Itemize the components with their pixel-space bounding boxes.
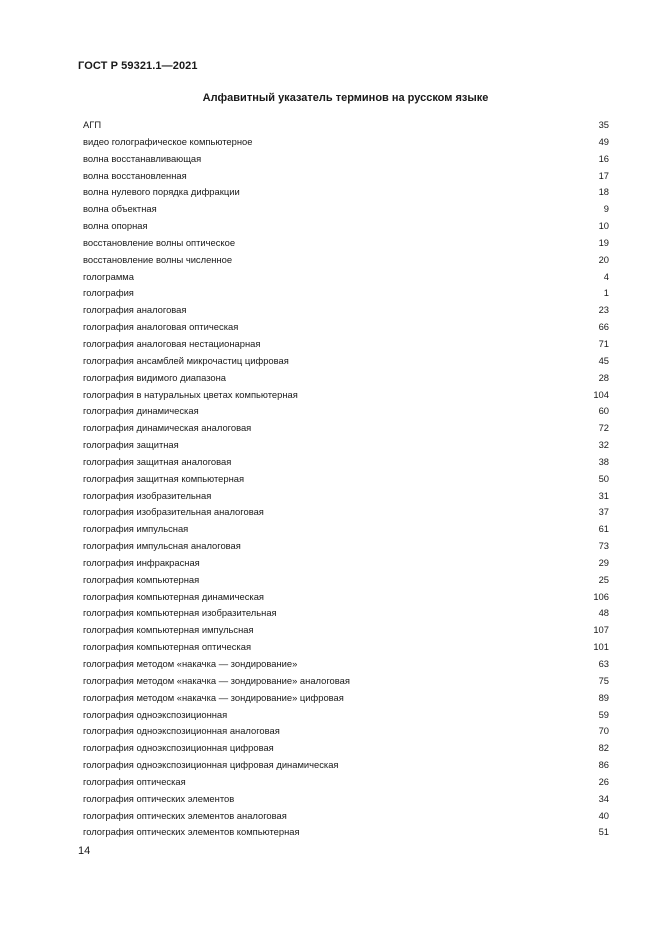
index-entry-term: голография компьютерная изобразительная xyxy=(83,607,277,619)
index-entry xyxy=(83,353,609,370)
index-entry-term: голография методом «накачка — зондирование» xyxy=(83,658,298,669)
index-entry-term: волна нулевого порядка дифракции xyxy=(83,186,240,198)
index-entry-term: голография инфракрасная xyxy=(83,556,200,568)
index-entry xyxy=(83,572,609,589)
index-entry-term: голография методом «накачка — зондирование» аналоговая xyxy=(83,674,350,686)
index-entry xyxy=(83,134,609,151)
index-entry-term: голография ансамблей микрочастиц цифровая xyxy=(83,354,289,366)
page-number: 14 xyxy=(78,845,91,857)
index-entry-term: голография компьютерная xyxy=(83,573,200,585)
document-code: ГОСТ Р 59321.1—2021 xyxy=(78,60,198,72)
index-entry-page: 17 xyxy=(598,169,609,181)
index-entry-page: 49 xyxy=(598,135,609,147)
index-entry-page: 45 xyxy=(598,354,609,366)
index-entry xyxy=(83,488,609,505)
index-entry-page: 75 xyxy=(598,674,609,686)
index-entry-term: голография изобразительная аналоговая xyxy=(83,506,264,518)
index-entry-page: 25 xyxy=(598,573,609,585)
index-entry xyxy=(83,285,609,302)
index-entry-page: 28 xyxy=(598,371,609,383)
index-entry-page: 19 xyxy=(598,236,609,248)
index-entry-term: голография оптических элементов аналоговая xyxy=(83,809,287,821)
index-entry-term: голография оптическая xyxy=(83,775,186,787)
index-entry xyxy=(83,454,609,471)
index-entry xyxy=(83,707,609,724)
index-entry-page: 60 xyxy=(598,405,609,417)
index-entry-term: голография импульсная аналоговая xyxy=(83,540,241,552)
index-entry xyxy=(83,723,609,740)
index-entry-page: 59 xyxy=(598,708,609,720)
index-entry-term: голография импульсная xyxy=(83,523,189,535)
index-entry-page: 51 xyxy=(598,826,609,838)
index-entry xyxy=(83,370,609,387)
index-entry-term: голография компьютерная импульсная xyxy=(83,624,254,636)
index-entry-page: 107 xyxy=(593,624,609,636)
index-entry xyxy=(83,673,609,690)
index-entry-term: голография защитная аналоговая xyxy=(83,455,232,467)
index-entry-term: голография аналоговая оптическая xyxy=(83,321,239,333)
index-entry xyxy=(83,252,609,269)
index-entry-term: голография одноэкспозиционная цифровая xyxy=(83,742,274,754)
index-entry xyxy=(83,437,609,454)
index-entry-term: волна объектная xyxy=(83,203,157,215)
index-entry xyxy=(83,791,609,808)
index-entry-term: голография оптических элементов компьютерная xyxy=(83,826,300,838)
index-entry xyxy=(83,808,609,825)
index-entry xyxy=(83,387,609,404)
index-entry-page: 50 xyxy=(598,472,609,484)
index-entry-term: голография аналоговая xyxy=(83,304,187,316)
index-entry-page: 37 xyxy=(598,506,609,518)
index-entry-term: АГП xyxy=(83,119,102,130)
index-entry-page: 106 xyxy=(593,590,609,602)
index-entry xyxy=(83,521,609,538)
index-entry xyxy=(83,319,609,336)
index-entry-page: 70 xyxy=(598,725,609,737)
index-entry-page: 35 xyxy=(598,119,609,130)
index-entry xyxy=(83,639,609,656)
index-entry-term: волна опорная xyxy=(83,220,148,232)
index-entry-page: 86 xyxy=(598,759,609,771)
index-entry-term: восстановление волны численное xyxy=(83,253,233,265)
index-entry xyxy=(83,201,609,218)
index-entry-term: голограмма xyxy=(83,270,134,282)
index-entry xyxy=(83,538,609,555)
index-entry-term: голография компьютерная оптическая xyxy=(83,641,252,653)
index-entry-term: голография оптических элементов xyxy=(83,792,235,804)
index-entry-page: 61 xyxy=(598,523,609,535)
index-entry-page: 63 xyxy=(598,658,609,669)
index-entry-term: голография защитная xyxy=(83,439,179,451)
index-entry xyxy=(83,690,609,707)
index-entry xyxy=(83,420,609,437)
index-entry-page: 4 xyxy=(603,270,609,282)
index-entry xyxy=(83,555,609,572)
index-entry-term: голография динамическая аналоговая xyxy=(83,422,252,434)
index-entry-page: 38 xyxy=(598,455,609,467)
index-entry-page: 9 xyxy=(603,203,609,215)
index-entry-term: восстановление волны оптическое xyxy=(83,236,236,248)
index-entry xyxy=(83,622,609,639)
index-entry xyxy=(83,269,609,286)
index-entry-page: 89 xyxy=(598,691,609,703)
index-entry xyxy=(83,336,609,353)
index-entry-page: 26 xyxy=(598,775,609,787)
index-entry-page: 40 xyxy=(598,809,609,821)
index-entry-term: голография в натуральных цветах компьютерная xyxy=(83,388,298,400)
index-entry-page: 101 xyxy=(593,641,609,653)
index-entry-page: 34 xyxy=(598,792,609,804)
index-entry-term: голография одноэкспозиционная xyxy=(83,708,228,720)
index-entry xyxy=(83,504,609,521)
index-entry-term: голография изобразительная xyxy=(83,489,212,501)
index-entry xyxy=(83,605,609,622)
index-entry-page: 32 xyxy=(598,439,609,451)
index-entry xyxy=(83,740,609,757)
index-entry xyxy=(83,168,609,185)
index-entry xyxy=(83,824,609,841)
index-entry xyxy=(83,302,609,319)
index-entry-term: голография защитная компьютерная xyxy=(83,472,245,484)
index-entry-page: 104 xyxy=(593,388,609,400)
index-entry-term: волна восстанавливающая xyxy=(83,152,202,164)
index-entry-page: 23 xyxy=(598,304,609,316)
index-entry xyxy=(83,656,609,673)
term-index-list xyxy=(83,117,609,841)
index-entry-term: голография аналоговая нестационарная xyxy=(83,337,261,349)
index-entry xyxy=(83,151,609,168)
index-entry-term: голография видимого диапазона xyxy=(83,371,227,383)
index-entry-page: 31 xyxy=(598,489,609,501)
index-entry xyxy=(83,117,609,134)
index-entry xyxy=(83,218,609,235)
index-entry-term: голография одноэкспозиционная цифровая динамическая xyxy=(83,759,339,771)
index-entry-page: 72 xyxy=(598,422,609,434)
index-entry-page: 73 xyxy=(598,540,609,552)
index-entry xyxy=(83,235,609,252)
index-entry xyxy=(83,589,609,606)
index-entry xyxy=(83,757,609,774)
index-entry-page: 10 xyxy=(598,220,609,232)
index-entry-term: голография xyxy=(83,287,134,299)
index-entry-page: 29 xyxy=(598,556,609,568)
index-entry-page: 48 xyxy=(598,607,609,619)
index-entry-page: 18 xyxy=(598,186,609,198)
index-entry-page: 66 xyxy=(598,321,609,333)
index-entry-term: голография динамическая xyxy=(83,405,199,417)
index-entry-term: голография методом «накачка — зондирование» цифровая xyxy=(83,691,344,703)
index-entry-term: голография одноэкспозиционная аналоговая xyxy=(83,725,280,737)
index-entry xyxy=(83,774,609,791)
index-entry xyxy=(83,403,609,420)
index-entry xyxy=(83,471,609,488)
index-entry xyxy=(83,184,609,201)
index-entry-page: 20 xyxy=(598,253,609,265)
index-entry-term: видео голографическое компьютерное xyxy=(83,135,253,147)
index-entry-page: 16 xyxy=(598,152,609,164)
index-entry-term: голография компьютерная динамическая xyxy=(83,590,264,602)
index-entry-page: 71 xyxy=(598,337,609,349)
index-title: Алфавитный указатель терминов на русском языке xyxy=(202,92,489,104)
index-entry-page: 1 xyxy=(603,287,609,299)
index-entry-page: 82 xyxy=(598,742,609,754)
index-entry-term: волна восстановленная xyxy=(83,169,187,181)
